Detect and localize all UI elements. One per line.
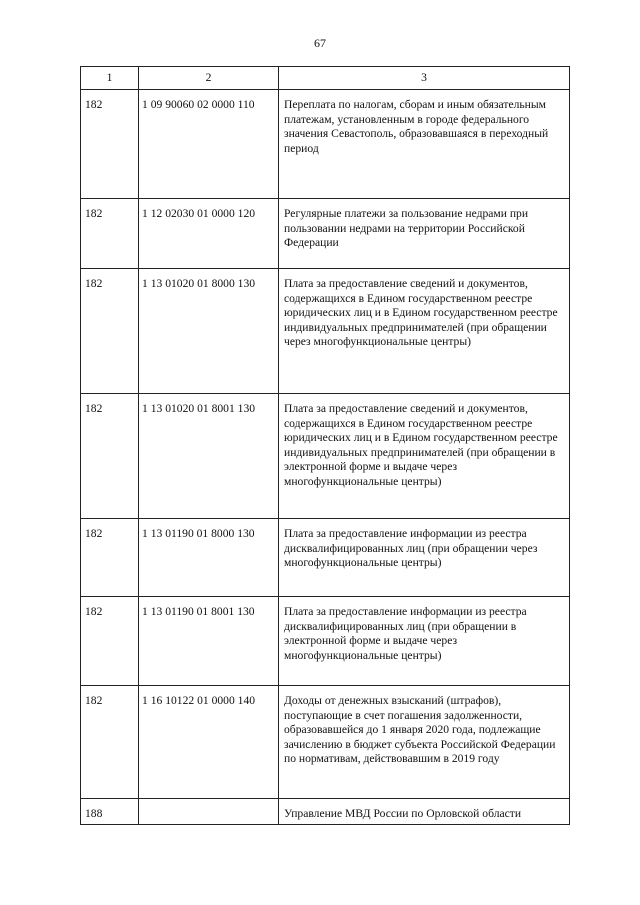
revenue-codes-table (80, 66, 570, 825)
revenue-name-cell: Плата за предоставление информации из реестра дисквалифицированных лиц (при обращении через многофункциональные центры) (279, 519, 570, 597)
revenue-code-cell: 1 13 01190 01 8001 130 (139, 597, 279, 686)
admin-code-cell: 182 (81, 269, 139, 394)
admin-code-cell: 182 (81, 394, 139, 519)
page-number: 67 (314, 36, 326, 50)
table-row (81, 269, 570, 394)
revenue-code-cell: 1 16 10122 01 0000 140 (139, 686, 279, 799)
column-header-2: 2 (139, 67, 279, 90)
table-row (81, 686, 570, 799)
revenue-code-cell (139, 799, 279, 825)
table-row (81, 199, 570, 269)
revenue-code-cell: 1 13 01020 01 8001 130 (139, 394, 279, 519)
admin-code-cell: 182 (81, 90, 139, 199)
table-row (81, 394, 570, 519)
revenue-code-cell: 1 09 90060 02 0000 110 (139, 90, 279, 199)
table-row (81, 519, 570, 597)
revenue-code-cell: 1 12 02030 01 0000 120 (139, 199, 279, 269)
revenue-code-cell: 1 13 01020 01 8000 130 (139, 269, 279, 394)
table-row (81, 799, 570, 825)
revenue-name-cell: Плата за предоставление информации из реестра дисквалифицированных лиц (при обращении в электронной форме и выдаче через многофункциональные центры) (279, 597, 570, 686)
revenue-name-cell: Управление МВД России по Орловской области (279, 799, 570, 825)
revenue-name-cell: Доходы от денежных взысканий (штрафов), поступающие в счет погашения задолженности, образовавшейся до 1 января 2020 года, подлежащие зачислению в бюджет субъекта Российской Федерации по нормативам, действовавшим в 2019 году (279, 686, 570, 799)
table-row (81, 90, 570, 199)
table-row (81, 597, 570, 686)
admin-code-cell: 182 (81, 686, 139, 799)
revenue-name-cell: Плата за предоставление сведений и документов, содержащихся в Едином государственном реестре юридических лиц и в Едином государственном реестре индивидуальных предпринимателей (при обращении через многофункциональные центры) (279, 269, 570, 394)
admin-code-cell: 188 (81, 799, 139, 825)
admin-code-cell: 182 (81, 519, 139, 597)
revenue-name-cell: Плата за предоставление сведений и документов, содержащихся в Едином государственном реестре юридических лиц и в Едином государственном реестре индивидуальных предпринимателей (при обращении в электронной форме и выдаче через многофункциональные центры) (279, 394, 570, 519)
revenue-name-cell: Переплата по налогам, сборам и иным обязательным платежам, установленным в городе федерального значения Севастополь, образовавшаяся в переходный период (279, 90, 570, 199)
admin-code-cell: 182 (81, 597, 139, 686)
revenue-code-cell: 1 13 01190 01 8000 130 (139, 519, 279, 597)
table-header-row (81, 67, 570, 90)
column-header-3: 3 (279, 67, 570, 90)
admin-code-cell: 182 (81, 199, 139, 269)
column-header-1: 1 (81, 67, 139, 90)
revenue-name-cell: Регулярные платежи за пользование недрами при пользовании недрами на территории Российской Федерации (279, 199, 570, 269)
